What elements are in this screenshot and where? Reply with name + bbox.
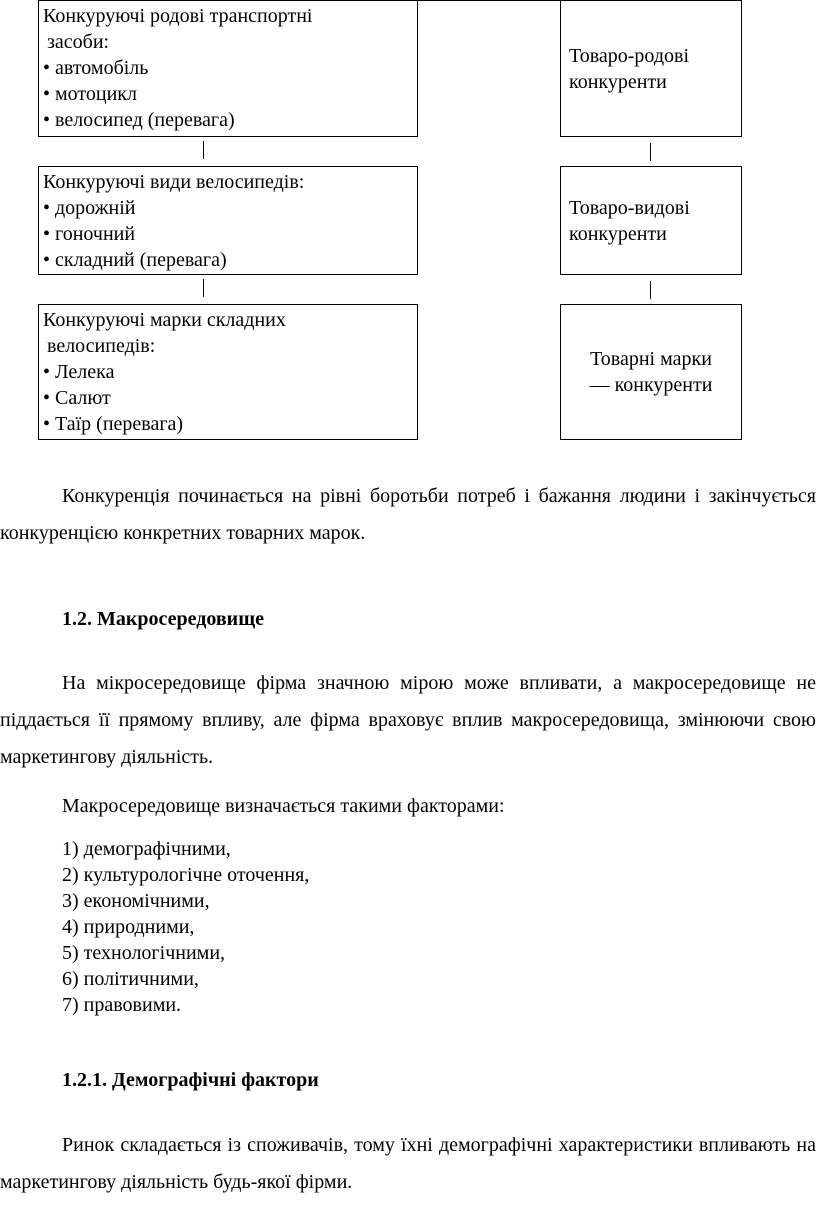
list-item: 5) технологічними, (62, 942, 226, 964)
generic-competitors-label-box (560, 0, 742, 137)
box-text-line: — конкуренти (589, 374, 713, 396)
box-text-line: Конкуруючі родові транспортні (43, 5, 313, 27)
heading-macro-environment: 1.2. Макросередовище (62, 608, 264, 630)
connector-left-1 (203, 141, 204, 159)
list-item: 2) культурологічне оточення, (62, 864, 310, 886)
factors-list (62, 836, 309, 1018)
paragraph-competition: Конкуренція починається на рівні боротьби потреб і бажання людини і закінчується конкуренцією конкретних товарних марок. (0, 485, 816, 544)
box-list-item: • складний (перевага) (43, 249, 227, 271)
product-type-competitors-box (38, 166, 418, 275)
top-connector (418, 0, 560, 1)
box-text-line: засоби: (47, 31, 110, 53)
box-text-line: Конкуруючі марки складних (43, 309, 286, 331)
box-list-item: • Салют (43, 387, 111, 409)
paragraph-factors-intro: Макросередовище визначається такими факторами: (62, 795, 505, 817)
list-item: 3) економічними, (62, 890, 210, 912)
paragraph-micro-macro: На мікросередовище фірма значною мірою може впливати, а макросередовище не піддається її прямому впливу, але фірма враховує вплив макросередовища, змінюючи свою маркетингову діяльність. (0, 672, 816, 768)
box-text-line: Товаро-родові (569, 44, 690, 67)
box-text-line: Конкуруючі види велосипедів: (43, 171, 305, 193)
box-list-item: • гоночний (43, 223, 136, 245)
connector-right-1 (650, 143, 651, 161)
box-list-item: • дорожній (43, 197, 136, 219)
connector-right-2 (650, 281, 651, 299)
paragraph-demographics: Ринок складається із споживачів, тому їхні демографічні характеристики впливають на маркетингову діяльність будь-якої фірми. (0, 1134, 816, 1193)
generic-competitors-box (38, 0, 418, 137)
list-item: 4) природними, (62, 916, 195, 938)
box-text-line: Товаро-видові (569, 196, 690, 219)
box-list-item: • Лелека (43, 361, 115, 383)
box-text-line: конкуренти (569, 70, 667, 93)
list-item: 7) правовими. (62, 994, 182, 1016)
box-text-line: конкуренти (569, 222, 667, 245)
box-list-item: • автомобіль (43, 57, 149, 79)
brand-competitors-label-box (560, 304, 742, 440)
box-list-item: • велосипед (перевага) (43, 109, 235, 131)
heading-demographic-factors: 1.2.1. Демографічні фактори (62, 1069, 319, 1091)
competition-diagram (0, 0, 816, 450)
box-text-line: Товарні марки (590, 348, 712, 370)
list-item: 1) демографічними, (62, 838, 231, 860)
brand-competitors-box (38, 304, 418, 440)
product-type-competitors-label-box (560, 166, 742, 275)
box-list-item: • Таїр (перевага) (43, 413, 184, 435)
box-text-line: велосипедів: (47, 335, 156, 357)
connector-left-2 (203, 279, 204, 297)
box-list-item: • мотоцикл (43, 83, 137, 105)
list-item: 6) політичними, (62, 968, 199, 990)
